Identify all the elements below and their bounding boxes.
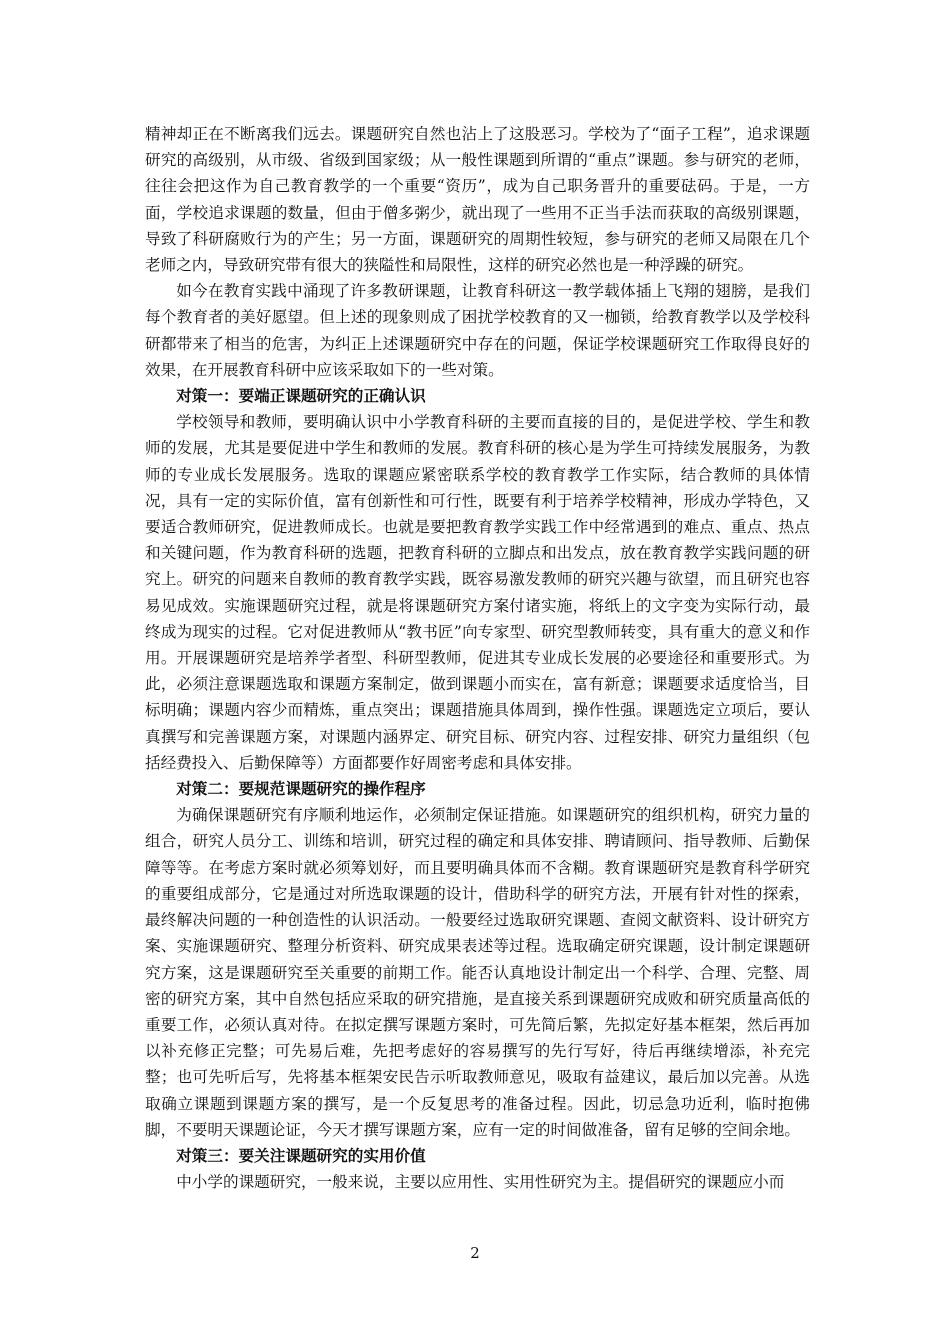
- paragraph-strategy-3: 中小学的课题研究，一般来说，主要以应用性、实用性研究为主。提倡研究的课题应小而: [176, 1173, 785, 1192]
- page-number: 2: [470, 1244, 480, 1262]
- paragraph-continued: 精神却正在不断离我们远去。课题研究自然也沾上了这股恶习。学校为了“面子工程”，追求课题研究的高级别，从市级、省级到国家级；从一般性课题到所谓的“重点”课题。参与研究的老师，往往会把这作为自己教育教学的一个重要“资历”，成为自己职务晋升的重要砝码。于是，一方面，学校追求课题的数量，但由于僧多粥少，就出现了一些用不正当手法而获取的高级别课题，导致了科研腐败行为的产生；另一方面，课题研究的周期性较短，参与研究的老师又局限在几个老师之内，导致研究带有很大的狭隘性和局限性，这样的研究必然也是一种浮躁的研究。: [145, 125, 810, 275]
- document-body: [145, 121, 810, 1195]
- section-heading-strategy-3: 对策三：要关注课题研究的实用价值: [176, 1145, 426, 1165]
- paragraph-strategy-2: 为确保课题研究有序顺利地运作，必须制定保证措施。如课题研究的组织机构，研究力量的组合，研究人员分工、训练和培训，研究过程的确定和具体安排、聘请顾问、指导教师、后勤保障等等。在考虑方案时就必须筹划好，而且要明确具体而不含糊。教育课题研究是教育科学研究的重要组成部分，它是通过对所选取课题的设计，借助科学的研究方法，开展有针对性的探索，最终解决问题的一种创造性的认识活动。一般要经过选取研究课题、查阅文献资料、设计研究方案、实施课题研究、整理分析资料、研究成果表述等过程。选取确定研究课题，设计制定课题研究方案，这是课题研究至关重要的前期工作。能否认真地设计制定出一个科学、合理、完整、周密的研究方案，其中自然包括应采取的研究措施，是直接关系到课题研究成败和研究质量高低的重要工作，必须认真对待。在拟定撰写课题方案时，可先简后繁，先拟定好基本框架，然后再加以补充修正完整；可先易后难，先把考虑好的容易撰写的先行写好，待后再继续增添，补充完整；也可先听后写，先将基本框架安民告示听取教师意见，吸取有益建议，最后加以完善。从选取确立课题到课题方案的撰写，是一个反复思考的准备过程。因此，切忌急功近利，临时抱佛脚，不要明天课题论证，今天才撰写课题方案，应有一定的时间做准备，留有足够的空间余地。: [145, 806, 810, 1139]
- section-heading-strategy-2: 对策二：要规范课题研究的操作程序: [176, 779, 426, 799]
- paragraph-intro: 如今在教育实践中涌现了许多教研课题，让教育科研这一教学载体插上飞翔的翅膀，是我们每个教育者的美好愿望。但上述的现象则成了困扰学校教育的又一枷锁，给教育教学以及学校科研都带来了相当的危害，为纠正上述课题研究中存在的问题，保证学校课题研究工作取得良好的效果，在开展教育科研中应该采取如下的一些对策。: [145, 282, 810, 379]
- section-heading-strategy-1: 对策一：要端正课题研究的正确认识: [176, 386, 426, 406]
- paragraph-strategy-1: 学校领导和教师，要明确认识中小学教育科研的主要而直接的目的，是促进学校、学生和教师的发展，尤其是要促进中学生和教师的发展。教育科研的核心是为学生可持续发展服务，为教师的专业成长发展服务。选取的课题应紧密联系学校的教育教学工作实际，结合教师的具体情况，具有一定的实际价值，富有创新性和可行性，既要有利于培养学校精神，形成办学特色，又要适合教师研究，促进教师成长。也就是要把教育教学实践工作中经常遇到的难点、重点、热点和关键问题，作为教育科研的选题，把教育科研的立脚点和出发点，放在教育教学实践问题的研究上。研究的问题来自教师的教育教学实践，既容易激发教师的研究兴趣与欲望，而且研究也容易见成效。实施课题研究过程，就是将课题研究方案付诸实施，将纸上的文字变为实际行动，最终成为现实的过程。它对促进教师从“教书匠”向专家型、研究型教师转变，具有重大的意义和作用。开展课题研究是培养学者型、科研型教师，促进其专业成长发展的必要途径和重要形式。为此，必须注意课题选取和课题方案制定，做到课题小而实在，富有新意；课题要求适度恰当，目标明确；课题内容少而精炼，重点突出；课题措施具体周到，操作性强。课题选定立项后，要认真撰写和完善课题方案，对课题内涵界定、研究目标、研究内容、过程安排、研究力量组织（包括经费投入、后勤保障等）方面都要作好周密考虑和具体安排。: [145, 413, 810, 772]
